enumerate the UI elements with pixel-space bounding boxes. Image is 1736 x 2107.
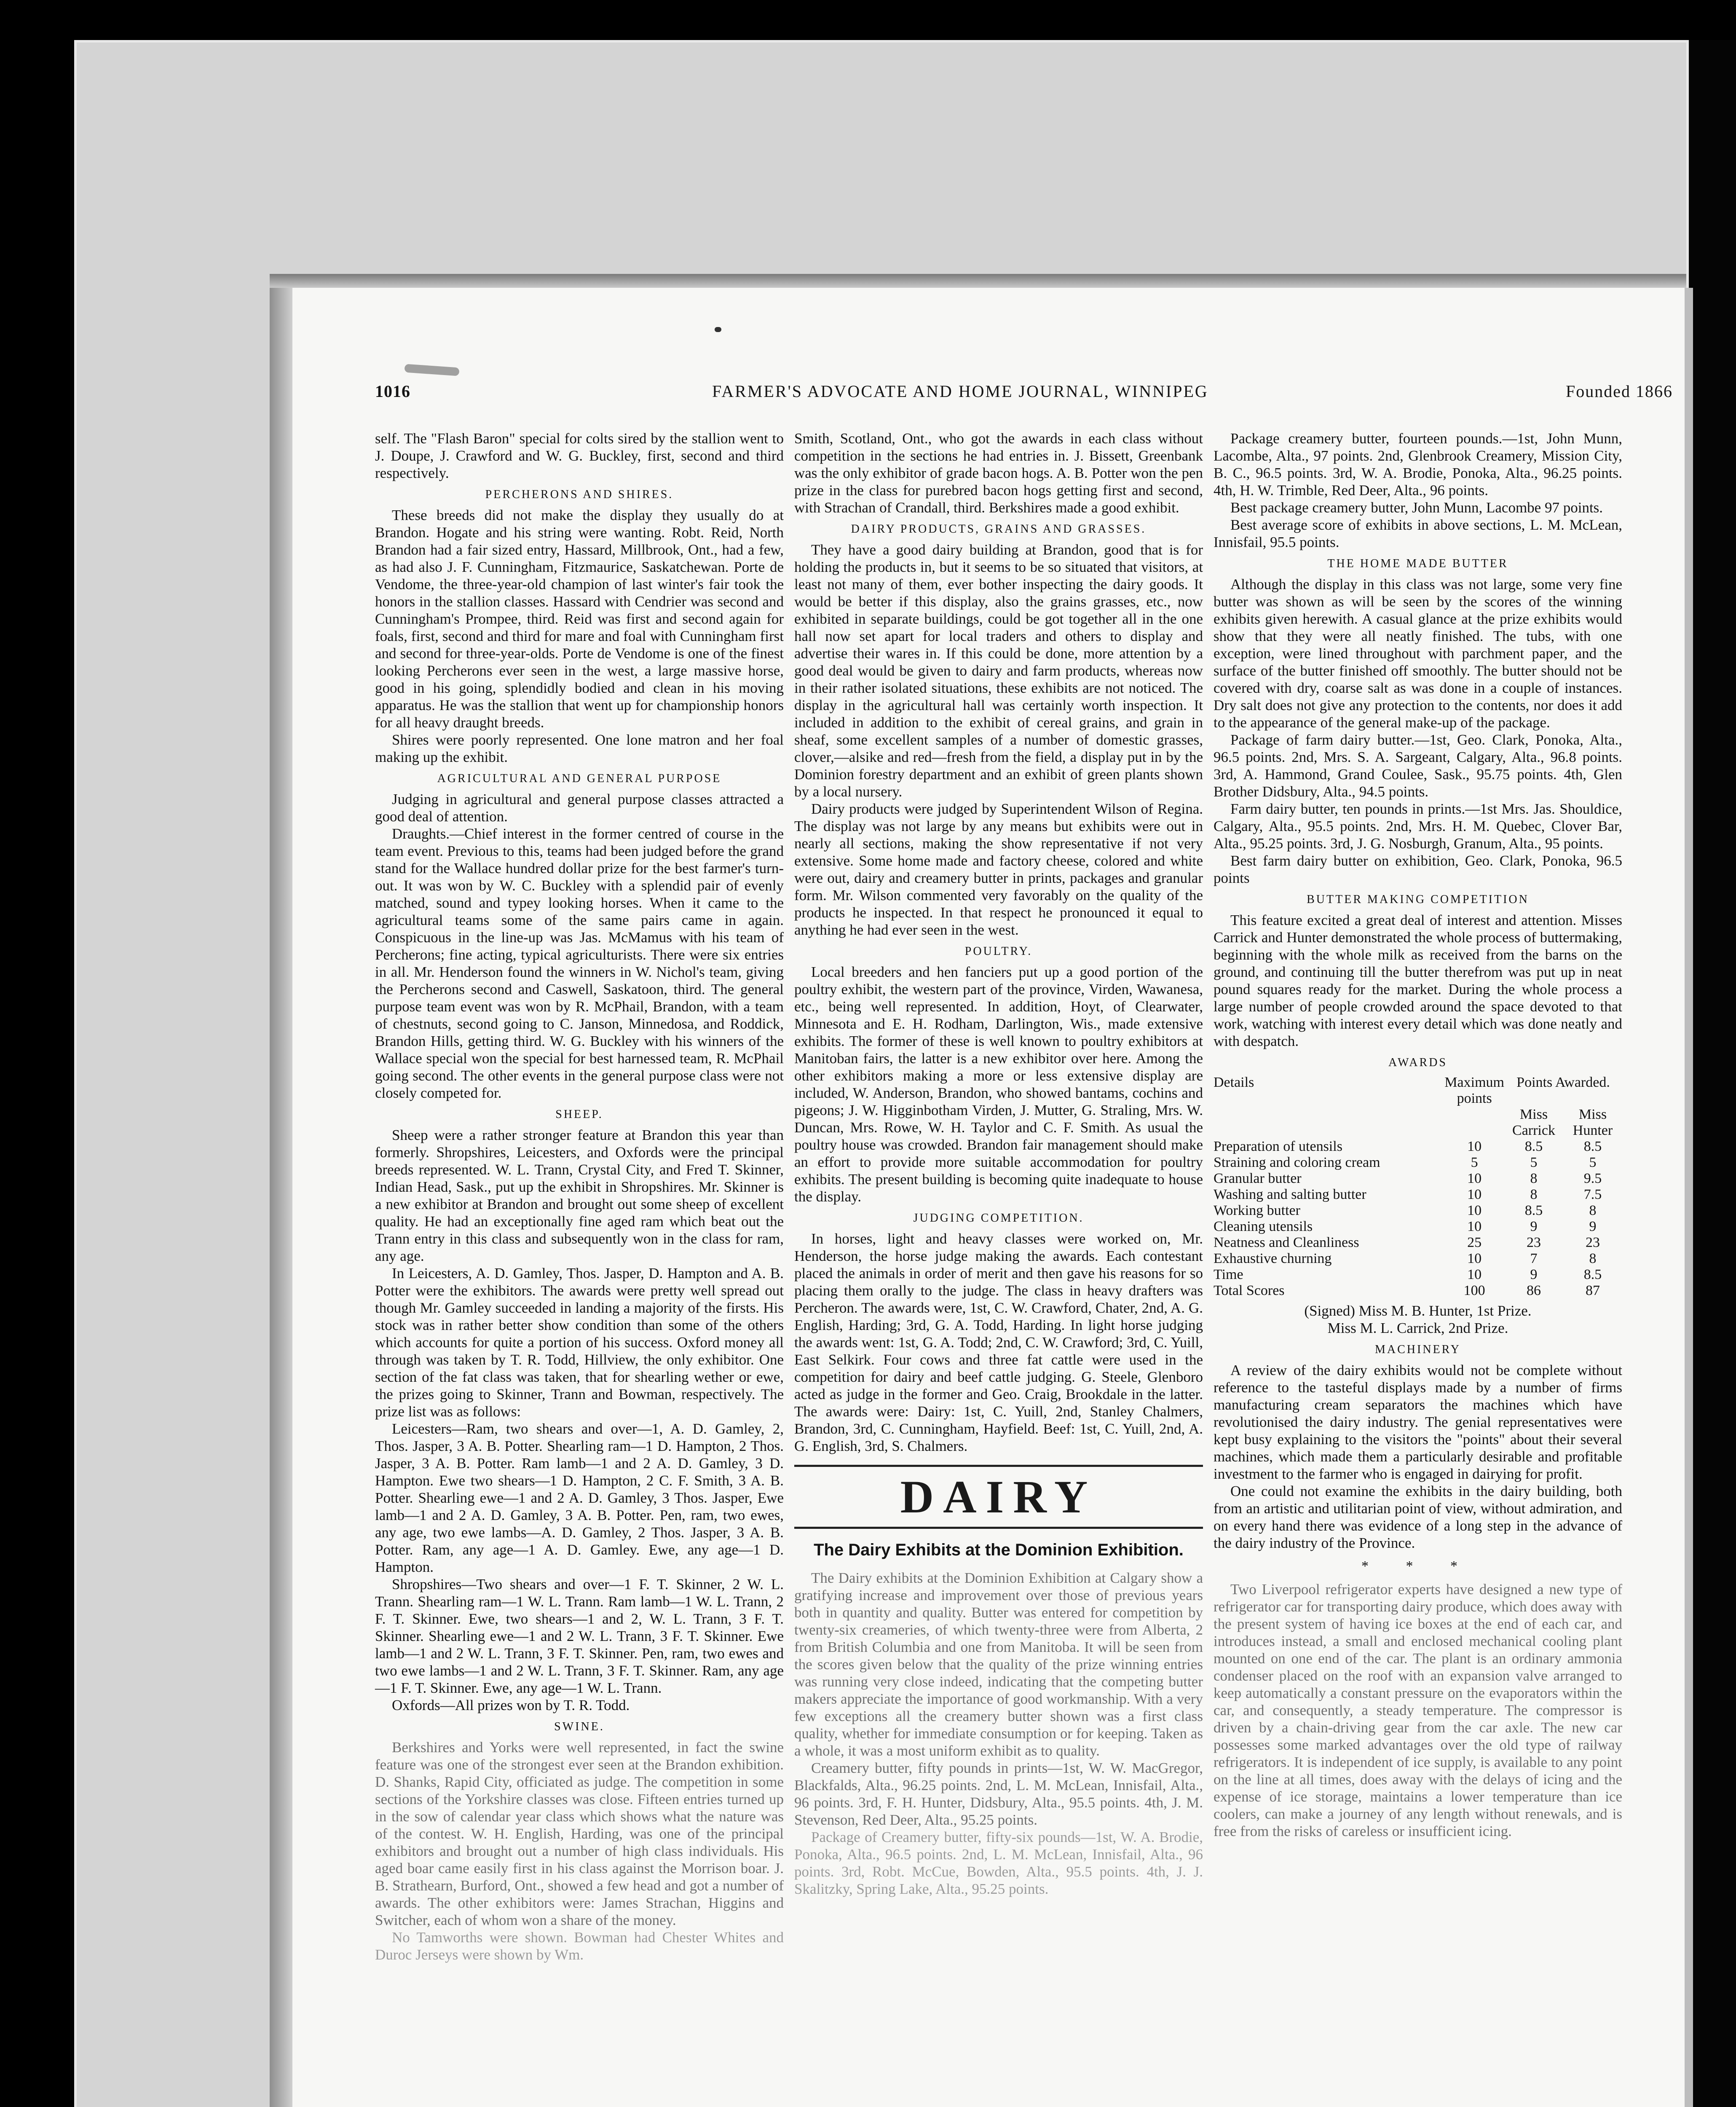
scan-border-top	[74, 0, 1736, 40]
signature-line: (Signed) Miss M. B. Hunter, 1st Prize.	[1304, 1303, 1532, 1319]
table-cell: 10	[1467, 1203, 1482, 1218]
total-row	[1214, 1283, 1622, 1299]
paragraph: Oxfords—All prizes won by T. R. Todd.	[392, 1697, 630, 1713]
table-cell: 10	[1467, 1251, 1482, 1266]
banner-rule-top	[794, 1465, 1203, 1467]
awards-subheader-row	[1214, 1107, 1622, 1139]
table-cell: Preparation of utensils	[1214, 1139, 1342, 1154]
table-cell: Cleaning utensils	[1214, 1219, 1313, 1234]
paragraph: Sheep were a rather stronger feature at Brandon this year than formerly. Shropshires, Leicesters, and Oxfords were the principal breeds represented. W. L. Trann, Crystal City, and Fred T. Skinner, Indian Head, Sask., put up the exhibit in Shropshires. Mr. Skinner is a new exhibitor at Brandon and brought out some sheep of excellent quality. He had an exceptionally fine aged ram which beat out the Trann entry in this class and subsequently won in the class for ram, any age.	[375, 1127, 784, 1264]
table-row	[1214, 1267, 1622, 1283]
paragraph: They have a good dairy building at Brandon, good that is for holding the products in, but it seems to be so situated that visitors, at least not many of them, ever bother inspecting the dairy goods. It would be better if this display, also the grains grasses, etc., now exhibited in separate buildings, could be got together all in the one hall now set apart for local traders and others to display and advertise their wares in. If this could be done, more attention by a good deal would be given to dairy and farm products, whereas now in their rather isolated situations, these exhibits are not noticed. The display in the agricultural hall was certainly worth inspection. It included in addition to the exhibit of cereal grains, and grain in sheaf, some excellent samples of a number of domestic grasses, clover,—alsike and red—fresh from the field, a display put in by the Dominion forestry department and an exhibit of green plants shown by a local nursery.	[794, 541, 1203, 800]
table-cell: Neatness and Cleanliness	[1214, 1235, 1359, 1250]
paragraph: Package of Creamery butter, fifty-six pounds—1st, W. A. Brodie, Ponoka, Alta., 96.5 points. 2nd, L. M. McLean, Innisfail, Alta., 96 points. 3rd, Robt. McCue, Bowden, Alta., 95.5 points. 4th, J. J. Skalitzky, Spring Lake, Alta., 95.25 points.	[794, 1829, 1203, 1897]
paragraph: A review of the dairy exhibits would not be complete without reference to the tasteful displays made by a number of firms manufacturing cream separators the machines which have revolutionised the dairy industry. The genial representatives were kept busy explaining to the visitors the "points" about their several machines, which made them a particularly desirable and profitable investment to the farmer who is engaged in dairying for profit.	[1214, 1362, 1622, 1482]
column-header: Maximum points	[1444, 1075, 1504, 1106]
table-cell: Exhaustive churning	[1214, 1251, 1332, 1266]
table-cell: 5	[1471, 1155, 1478, 1170]
paragraph: Creamery butter, fifty pounds in prints—1st, W. W. MacGregor, Blackfalds, Alta., 96.25 points. 2nd, L. M. McLean, Innisfail, Alta., 96 points. 3rd, F. H. Hunter, Didsbury, Alta., 95.5 points. 4th, J. M. Stevenson, Red Deer, Alta., 95.25 points.	[794, 1760, 1203, 1828]
paragraph: No Tamworths were shown. Bowman had Chester Whites and Duroc Jerseys were shown by Wm.	[375, 1929, 784, 1963]
paragraph: Leicesters—Ram, two shears and over—1, A. D. Gamley, 2, Thos. Jasper, 3 A. B. Potter. Shearling ram—1 D. Hampton, 2 Thos. Jasper, 3 A. B. Potter. Ram lamb—1 and 2 A. D. Gamley, 3 D. Hampton. Ewe two shears—1 D. Hampton, 2 C. F. Smith, 3 A. B. Potter. Shearling ewe—1 and 2 A. D. Gamley, 3 Thos. Jasper, Ewe lamb—1 and 2 A. D. Gamley, 3 A. B. Potter. Pen, ram, two ewes, any age, two ewe lambs—A. D. Gamley, 2 Thos. Jasper, 3 A. B. Potter. Ram, any age—1 A. D. Gamley. Ewe, any age—1 D. Hampton.	[375, 1421, 784, 1575]
paragraph: Smith, Scotland, Ont., who got the awards in each class without competition in the sections he had entries in. J. Bissett, Greenbank was the only exhibitor of grade bacon hogs. A. B. Potter won the pen prize in the class for purebred bacon hogs getting first and second, with Strachan of Crandall, third. Berkshires made a good exhibit.	[794, 430, 1203, 516]
article-subtitle: The Dairy Exhibits at the Dominion Exhibition.	[814, 1541, 1184, 1559]
paragraph: Draughts.—Chief interest in the former centred of course in the team event. Previous to this, teams had been judged before the grand stand for the Wallace hundred dollar prize for the best farmer's turn-out. It was won by W. C. Buckley with a splendid pair of evenly matched, sound and typey looking horses. When it came to the agricultural teams some of the same pairs came in again. Conspicuous in the line-up was Jas. McMamus with his team of Percherons; fine acting, typical agriculturists. There were six entries in all. Mr. Henderson found the winners in W. Nichol's team, giving the Percherons second and Caswell, Saskatoon, third. The general purpose team event was won by R. McPhail, Brandon, with a team of chestnuts, second going to C. Janson, Minnedosa, and Roddick, Brandon Hills, getting third. W. G. Buckley with his winners of the Wallace special won the special for best harnessed team, R. McPhail going second. The other events in the general purpose class were not closely competed for.	[375, 826, 784, 1101]
table-cell: 7	[1530, 1251, 1538, 1266]
table-row	[1214, 1155, 1622, 1171]
paragraph: Dairy products were judged by Superintendent Wilson of Regina. The display was not large by any means but exhibits were out in nearly all sections, making the show representative if not very extensive. Some home made and factory cheese, colored and white were out, dairy and creamery butter in prints, packages and granular form. Mr. Wilson commented very favorably on the quality of the products he inspected. In that respect he pronounced it equal to anything he had ever seen in the west.	[794, 801, 1203, 938]
table-cell: 87	[1586, 1283, 1600, 1298]
column-header: Points Awarded.	[1516, 1075, 1610, 1090]
section-heading: SWINE.	[554, 1720, 605, 1733]
scan-border-left	[0, 0, 74, 2107]
table-cell: 8.5	[1583, 1139, 1602, 1154]
table-cell: Total Scores	[1214, 1283, 1285, 1298]
paragraph: Shropshires—Two shears and over—1 F. T. Skinner, 2 W. L. Trann. Shearling ram—1 W. L. Trann. Ram lamb—1 W. L. Trann, 2 F. T. Skinner. Ewe, two shears—1 and 2, W. L. Trann, 3 F. T. Skinner. Shearling ewe—1 and 2 W. L. Trann, 3 F. T. Skinner. Ewe lamb—1 and 2 W. L. Trann, 3 F. T. Skinner. Pen, ram, two ewes and two ewe lambs—1 and 2 W. L. Trann, 3 F. T. Skinner. Ram, any age—1 F. T. Skinner. Ewe, any age—1 W. L. Trann.	[375, 1576, 784, 1696]
table-cell: 8.5	[1524, 1139, 1543, 1154]
signature-line: Miss M. L. Carrick, 2nd Prize.	[1327, 1320, 1508, 1336]
column-header: Miss Hunter	[1573, 1107, 1613, 1138]
section-heading: AWARDS	[1388, 1056, 1447, 1069]
section-heading: AGRICULTURAL AND GENERAL PURPOSE	[437, 772, 722, 785]
table-cell: 9	[1589, 1219, 1597, 1234]
table-cell: 10	[1467, 1187, 1482, 1202]
page-shadow-top	[270, 274, 1686, 288]
table-cell: 23	[1527, 1235, 1541, 1250]
table-cell: Washing and salting butter	[1214, 1187, 1366, 1202]
table-cell: 8.5	[1524, 1203, 1543, 1218]
dairy-title: DAIRY	[900, 1471, 1097, 1523]
founded-note: Founded 1866	[1566, 382, 1673, 401]
table-row	[1214, 1203, 1622, 1219]
page-speck	[715, 327, 721, 332]
section-divider: * * *	[1361, 1558, 1474, 1574]
paragraph: Package creamery butter, fourteen pounds.—1st, John Munn, Lacombe, Alta., 97 points. 2nd, Glenbrook Creamery, Mission City, B. C., 96.5 points. 3rd, W. A. Brodie, Ponoka, Alta., 96.25 points. 4th, H. W. Trimble, Red Deer, Alta., 96 points.	[1214, 430, 1622, 499]
section-heading: BUTTER MAKING COMPETITION	[1307, 893, 1529, 906]
paragraph: Local breeders and hen fanciers put up a good portion of the poultry exhibit, the western part of the province, Virden, Wawanesa, etc., being well represented. In addition, Hoyt, of Clearwater, Minnesota and E. H. Rodham, Darlington, Wis., made extensive exhibits. The former of these is well known to poultry exhibitors at Manitoban fairs, the latter is a new exhibitor over here. Among the other exhibitors making a more or less extensive display are included, W. Anderson, Brandon, who showed bantams, cochins and pigeons; J. W. Higginbotham Virden, J. Mutter, G. Straling, Mrs. W. Duncan, Mrs. Rowe, W. H. Taylor and C. F. Smith. As usual the poultry house was crowded. Brandon fair management should make an effort to provide more suitable accommodation for poultry exhibits. The present building is becoming quite inadequate to house the display.	[794, 964, 1203, 1205]
table-cell: 7.5	[1583, 1187, 1602, 1202]
table-cell: 10	[1467, 1219, 1482, 1234]
paragraph: Best farm dairy butter on exhibition, Geo. Clark, Ponoka, 96.5 points	[1214, 852, 1622, 886]
table-row	[1214, 1251, 1622, 1267]
table-row	[1214, 1187, 1622, 1203]
dairy-banner	[794, 1465, 1203, 1529]
section-heading: SHEEP.	[555, 1108, 603, 1121]
paragraph: In horses, light and heavy classes were worked on, Mr. Henderson, the horse judge making the awards. Each contestant placed the animals in order of merit and then gave his reasons for so placing them orally to the judge. The class in heavy drafters was Percheron. The awards were, 1st, C. W. Crawford, Chater, 2nd, A. G. English, Harding; 3rd, G. A. Todd, Harding. In light horse judging the awards went: 1st, G. A. Todd; 2nd, C. W. Crawford; 3rd, C. Yuill, East Selkirk. Four cows and three fat cattle were used in the competition for dairy and beef cattle judging. G. Steele, Glenboro acted as judge in the former and Geo. Craig, Brookdale in the latter. The awards were: Dairy: 1st, C. Yuill, 2nd, Stanley Chalmers, Brandon, 3rd, C. Cunningham, Hayfield. Beef: 1st, C. Yuill, 2nd, A. G. English, 3rd, S. Chalmers.	[794, 1230, 1203, 1454]
paragraph: These breeds did not make the display they usually do at Brandon. Hogate and his string were wanting. Robt. Reid, North Brandon had a fair sized entry, Hassard, Millbrook, Ont., had a few, as had also J. F. Cunningham, Fitzmaurice, Saskatchewan. Porte de Vendome, the three-year-old champion of last winter's fair took the honors in the stallion classes. Hassard with Cendrier was second and Cunningham's Prompee, third. Reid was first and second again for foals, first, second and third for mare and foal with Cunningham first and second for three-year-olds. Porte de Vendome is one of the finest looking Percherons ever seen in the west, a large massive horse, good in his going, splendidly bodied and clean in his moving apparatus. He was the stallion that went up for championship honors for all heavy draught breeds.	[375, 507, 784, 731]
table-row	[1214, 1235, 1622, 1251]
paragraph: The Dairy exhibits at the Dominion Exhibition at Calgary show a gratifying increase and improvement over those of previous years both in quantity and quality. Butter was entered for competition by twenty-six creameries, of which twenty-three were from Alberta, 2 from British Columbia and one from Manitoba. It will be seen from the scores given below that the quality of the prize winning entries was running very close indeed, indicating that the competing butter makers appreciate the importance of good workmanship. With a very few exceptions all the creamery butter shown was a first class quality, whether for immediate consumption or for keeping. Taken as a whole, it was a most uniform exhibit as to quality.	[794, 1570, 1203, 1759]
paragraph: One could not examine the exhibits in the dairy building, both from an artistic and utilitarian point of view, without admiration, and on every hand there was evidence of a long step in the advance of the dairy industry of the Province.	[1214, 1483, 1622, 1551]
paragraph: Although the display in this class was not large, some very fine butter was shown as will be seen by the scores of the winning exhibits given herewith. A casual glance at the prize exhibits would show that they were all neatly finished. The tubs, with one exception, were lined throughout with parchment paper, and the surface of the butter finished off smoothly. The butter should not be covered with dry, coarse salt as was done in a couple of instances. Dry salt does not give any protection to the contents, nor does it add to the appearance of the general make-up of the package.	[1214, 576, 1622, 731]
table-cell: 8	[1530, 1171, 1538, 1186]
paragraph: This feature excited a great deal of interest and attention. Misses Carrick and Hunter demonstrated the whole process of buttermaking, beginning with the whole milk as received from the barns on the ground, and continuing till the butter therefrom was put up in neat pound squares ready for the market. During the whole process a large number of people crowded around the space devoted to that work, watching with interest every detail which was done neatly and with despatch.	[1214, 912, 1622, 1049]
page-header	[375, 381, 1673, 411]
table-row	[1214, 1139, 1622, 1155]
paragraph: In Leicesters, A. D. Gamley, Thos. Jasper, D. Hampton and A. B. Potter were the exhibitors. The awards were pretty well spread out though Mr. Gamley succeeded in landing a majority of the firsts. His stock was in rather better show condition than some of the others which accounts for quite a portion of his success. Oxford money all through was taken by T. R. Todd, Hillview, the only exhibitor. One section of the fat class was taken, that for shearling wether or ewe, the prizes going to Skinner, Trann and Bowman, respectively. The prize list was as follows:	[375, 1265, 784, 1420]
table-cell: 86	[1527, 1283, 1541, 1298]
column-header: Details	[1214, 1075, 1254, 1090]
table-cell: Granular butter	[1214, 1171, 1302, 1186]
section-heading: PERCHERONS AND SHIRES.	[485, 488, 674, 501]
table-cell: Working butter	[1214, 1203, 1300, 1218]
paragraph: Farm dairy butter, ten pounds in prints.—1st Mrs. Jas. Shouldice, Calgary, Alta., 95.5 points. 2nd, Mrs. H. M. Quebec, Clover Bar, Alta., 95.25 points. 3rd, J. G. Nosburgh, Granum, Alta., 95 points.	[1214, 801, 1622, 852]
paragraph: self. The "Flash Baron" special for colts sired by the stallion went to J. Doupe, J. Crawford and W. G. Buckley, first, second and third respectively.	[375, 430, 784, 481]
section-heading: DAIRY PRODUCTS, GRAINS AND GRASSES.	[851, 523, 1147, 536]
paragraph: Berkshires and Yorks were well represented, in fact the swine feature was one of the strongest ever seen at the Brandon exhibition. D. Shanks, Rapid City, officiated as judge. The competition in some sections of the Yorkshire classes was close. Fifteen entries turned up in the sow of calendar year class which shows what the nature was of the contest. W. H. English, Harding, was one of the principal exhibitors and brought out a number of high class individuals. His aged boar came easily first in his class against the Morrison boar. J. B. Strathearn, Burford, Ont., showed a few head and got a number of awards. The other exhibitors were: James Strachan, Higgins and Switcher, each of whom won a share of the money.	[375, 1739, 784, 1928]
paragraph: Best package creamery butter, John Munn, Lacombe 97 points.	[1230, 499, 1603, 516]
section-heading: JUDGING COMPETITION.	[913, 1212, 1084, 1225]
table-cell: 5	[1589, 1155, 1597, 1170]
table-cell: 8.5	[1583, 1267, 1602, 1282]
column-header: Miss Carrick	[1512, 1107, 1555, 1138]
page-shadow-left	[270, 288, 292, 2107]
table-cell: 10	[1467, 1139, 1482, 1154]
paragraph: Shires were poorly represented. One lone matron and her foal making up the exhibit.	[375, 732, 784, 765]
table-cell: 9.5	[1583, 1171, 1602, 1186]
column-2	[794, 430, 1203, 1898]
column-1	[375, 430, 784, 1963]
section-heading: THE HOME MADE BUTTER	[1327, 557, 1508, 570]
table-cell: 23	[1586, 1235, 1600, 1250]
table-cell: 100	[1463, 1283, 1485, 1298]
paragraph: Package of farm dairy butter.—1st, Geo. Clark, Ponoka, Alta., 96.5 points. 2nd, Mrs. S. A. Sargeant, Calgary, Alta., 96.8 points. 3rd, A. Hammond, Grand Coulee, Sask., 95.75 points. 4th, Glen Brother Didsbury, Alta., 94.5 points.	[1214, 732, 1622, 800]
section-heading: MACHINERY	[1374, 1343, 1461, 1356]
table-cell: Time	[1214, 1267, 1243, 1282]
paragraph: Best average score of exhibits in above sections, L. M. McLean, Innisfail, 95.5 points.	[1214, 517, 1622, 550]
scan-border-right	[1693, 278, 1736, 2107]
table-row	[1214, 1171, 1622, 1187]
table-cell: 8	[1530, 1187, 1538, 1202]
table-cell: 10	[1467, 1267, 1482, 1282]
awards-header-row	[1214, 1075, 1622, 1107]
page-number: 1016	[375, 382, 410, 401]
table-cell: 8	[1589, 1203, 1597, 1218]
table-row	[1214, 1219, 1622, 1235]
banner-rule-bottom	[794, 1527, 1203, 1529]
table-cell: 9	[1530, 1267, 1538, 1282]
table-cell: 5	[1530, 1155, 1538, 1170]
table-cell: Straining and coloring cream	[1214, 1155, 1380, 1170]
paragraph: Judging in agricultural and general purpose classes attracted a good deal of attention.	[375, 791, 784, 825]
table-cell: 8	[1589, 1251, 1597, 1266]
table-cell: 9	[1530, 1219, 1538, 1234]
table-cell: 10	[1467, 1171, 1482, 1186]
page-edge-right	[1685, 288, 1693, 2107]
table-cell: 25	[1467, 1235, 1482, 1250]
awards-table	[1214, 1075, 1622, 1299]
section-heading: POULTRY.	[964, 945, 1033, 958]
paragraph: Two Liverpool refrigerator experts have designed a new type of refrigerator car for transporting dairy produce, which does away with the present system of having ice boxes at the end of each car, and introduces instead, a small and enclosed mechanical cooling plant mounted on one end of the car. The plant is an ordinary ammonia condenser placed on the roof with an expansion valve arranged to keep automatically a constant pressure on the evaporators within the car, and consequently, a steady temperature. The compressor is driven by a chain-driving gear from the car axle. The new car possesses some marked advantages over the old type of railway refrigerators. It is independent of ice supply, is available to any point on the line at all times, does away with the delays of icing and the expense of ice storage, maintains a lower temperature than ice coolers, can make a journey of any length without renewals, and is free from the risks of careless or insufficient icing.	[1214, 1581, 1622, 1839]
running-head: FARMER'S ADVOCATE AND HOME JOURNAL, WINNIPEG	[712, 382, 1208, 401]
column-3	[1214, 430, 1622, 1840]
